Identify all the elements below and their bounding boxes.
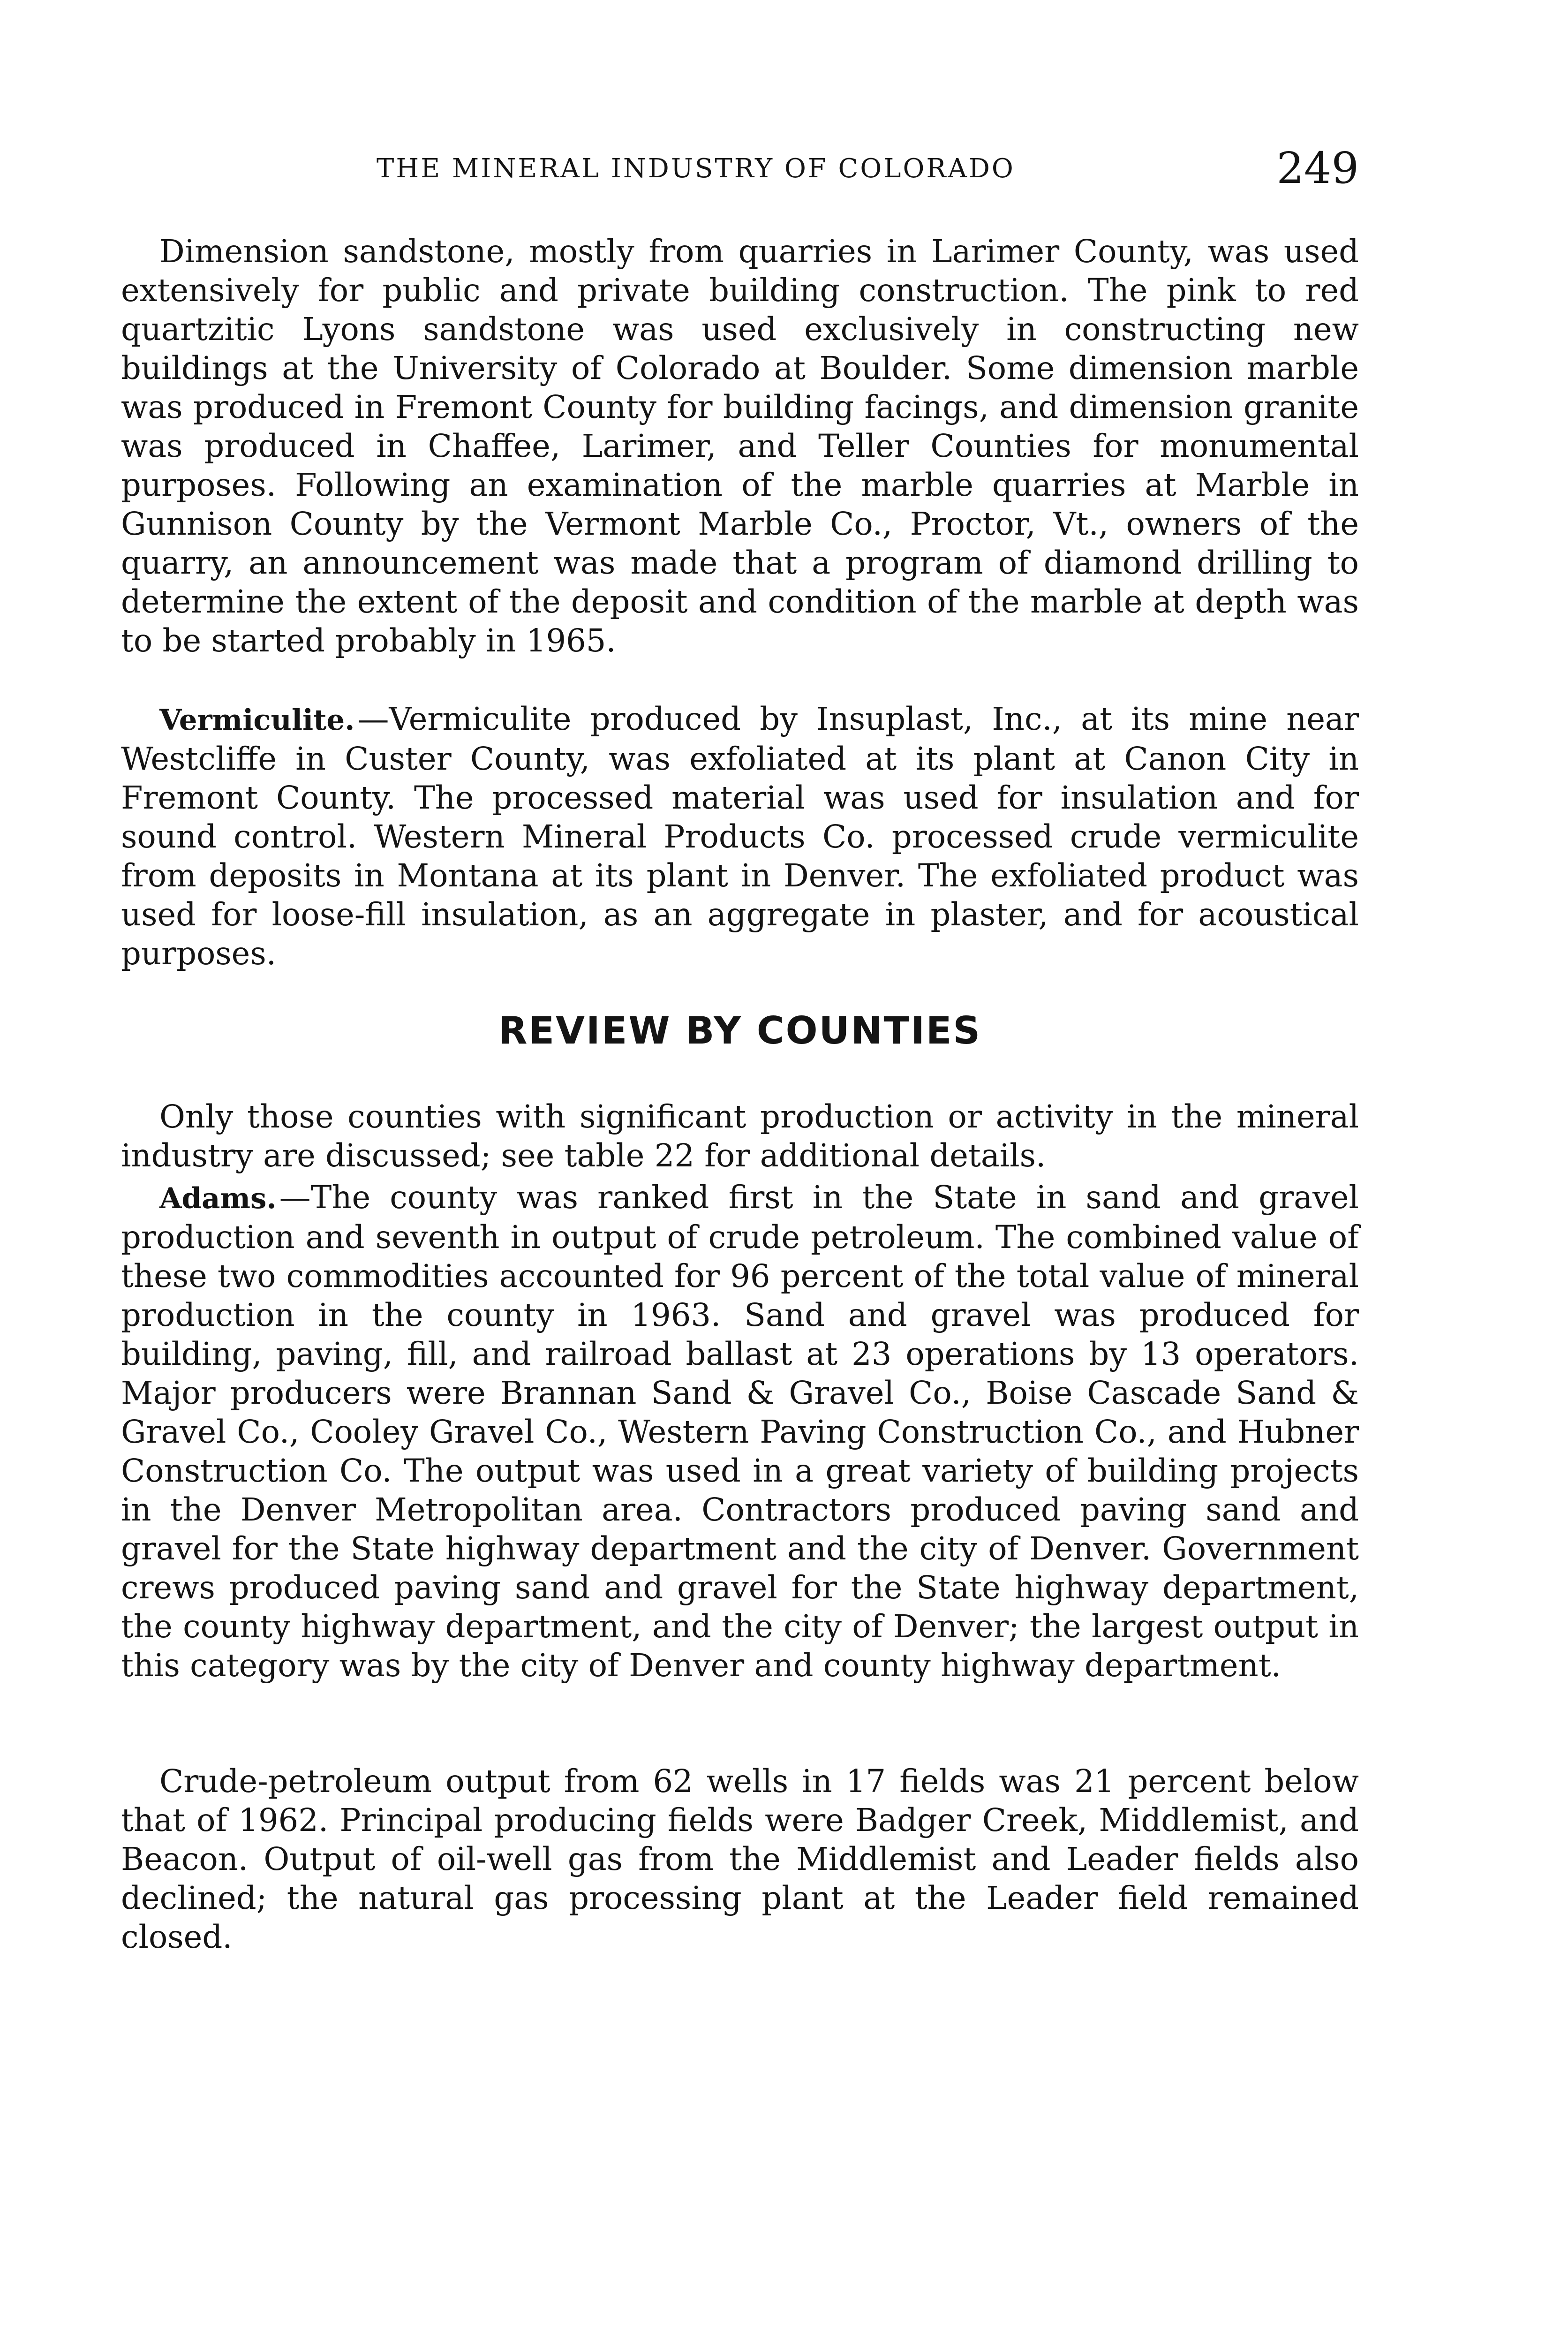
page-number: 249	[1276, 143, 1359, 193]
paragraph-vermiculite	[121, 700, 1359, 973]
paragraph-crude-petroleum: Crude-petroleum output from 62 wells in 17 fields was 21 percent below that of 1962. Principal producing fields were Badger Creek, Middlemist, and Beacon. Output of oil-well gas from the Middlemist and Leader fields also declined; the natural gas processing plant at the Leader field remained closed.	[121, 1763, 1359, 1955]
paragraph-counties-intro: Only those counties with significant production or activity in the mineral industry are discussed; see table 22 for additional details.	[121, 1098, 1359, 1174]
run-in-heading-vermiculite: Vermiculite.	[159, 704, 355, 737]
paragraph-adams-text: —The county was ranked first in the State in sand and gravel production and seventh in output of crude petroleum. The combined value of these two commodities accounted for 96 percent of the total value of mineral production in the county in 1963. Sand and gravel was produced for building, paving, fill, and railroad ballast at 23 operations by 13 operators. Major producers were Brannan Sand & Gravel Co., Boise Cascade Sand & Gravel Co., Cooley Gravel Co., Western Paving Construction Co., and Hubner Construction Co. The output was used in a great variety of building projects in the Denver Metropolitan area. Contractors produced paving sand and gravel for the State highway department and the city of Denver. Government crews produced paving sand and gravel for the State highway department, the county highway department, and the city of Denver; the largest output in this category was by the city of Denver and county highway department.	[121, 1179, 1359, 1684]
running-title: THE MINERAL INDUSTRY OF COLORADO	[377, 153, 1015, 184]
section-heading-review-by-counties: REVIEW BY COUNTIES	[498, 1009, 982, 1052]
run-in-heading-adams: Adams.	[159, 1182, 277, 1215]
running-header	[121, 143, 1359, 195]
paragraph-adams-county	[121, 1178, 1359, 1685]
paragraph-vermiculite-text: —Vermiculite produced by Insuplast, Inc., at its mine near Westcliffe in Custer County, was exfoliated at its plant at Canon City in Fremont County. The processed material was used for insulation and for sound control. Western Mineral Products Co. processed crude vermiculite from deposits in Montana at its plant in Denver. The exfoliated product was used for loose-fill insulation, as an aggregate in plaster, and for acoustical purposes.	[121, 701, 1359, 972]
paragraph-dimension-sandstone: Dimension sandstone, mostly from quarries in Larimer County, was used extensively for public and private building construction. The pink to red quartzitic Lyons sandstone was used exclusively in constructing new buildings at the University of Colorado at Boulder. Some dimension marble was produced in Fremont County for building facings, and dimension granite was produced in Chaffee, Larimer, and Teller Counties for monumental purposes. Following an examination of the marble quarries at Marble in Gunnison County by the Vermont Marble Co., Proctor, Vt., owners of the quarry, an announcement was made that a program of diamond drilling to determine the extent of the deposit and condition of the marble at depth was to be started probably in 1965.	[121, 233, 1359, 659]
